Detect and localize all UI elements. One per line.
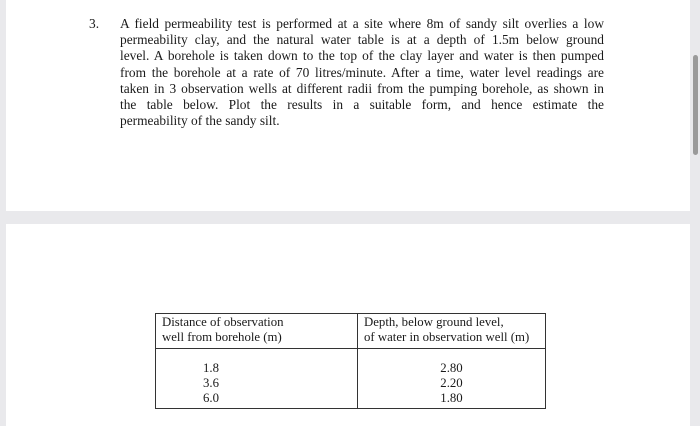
question-number: 3. xyxy=(89,16,100,31)
table-header-row xyxy=(156,314,546,349)
header-depth: Depth, below ground level, of water in observation well (m) xyxy=(358,314,546,349)
distance-value: 1.8 xyxy=(203,361,219,375)
distance-value: 3.6 xyxy=(203,376,219,390)
question-line: from the borehole at a rate of 70 litres/minute. After a time, water level readings are xyxy=(120,64,604,80)
observation-table xyxy=(155,313,546,409)
question-line: A field permeability test is performed at a site where 8m of sandy silt overlies a low xyxy=(120,16,604,31)
question-line: level. A borehole is taken down to the top of the clay layer and water is then pumped xyxy=(120,48,604,64)
depth-value: 2.80 xyxy=(440,361,463,375)
question-line: the table below. Plot the results in a suitable form, and hence estimate the xyxy=(120,97,604,113)
table-data-row xyxy=(156,349,546,409)
question-line: permeability of the sandy silt. xyxy=(120,113,280,129)
depth-values xyxy=(358,349,546,409)
depth-value: 1.80 xyxy=(440,391,463,405)
header-distance: Distance of observation well from borehole (m) xyxy=(156,314,358,349)
distance-value: 6.0 xyxy=(203,391,219,405)
distance-values xyxy=(156,349,358,409)
scrollbar-thumb[interactable] xyxy=(693,55,698,155)
question-line: permeability clay, and the natural water table is at a depth of 1.5m below ground xyxy=(120,32,604,48)
question-line: taken in 3 observation wells at different radii from the pumping borehole, as shown in xyxy=(120,80,604,96)
question-text xyxy=(120,16,604,129)
depth-value: 2.20 xyxy=(440,376,463,390)
